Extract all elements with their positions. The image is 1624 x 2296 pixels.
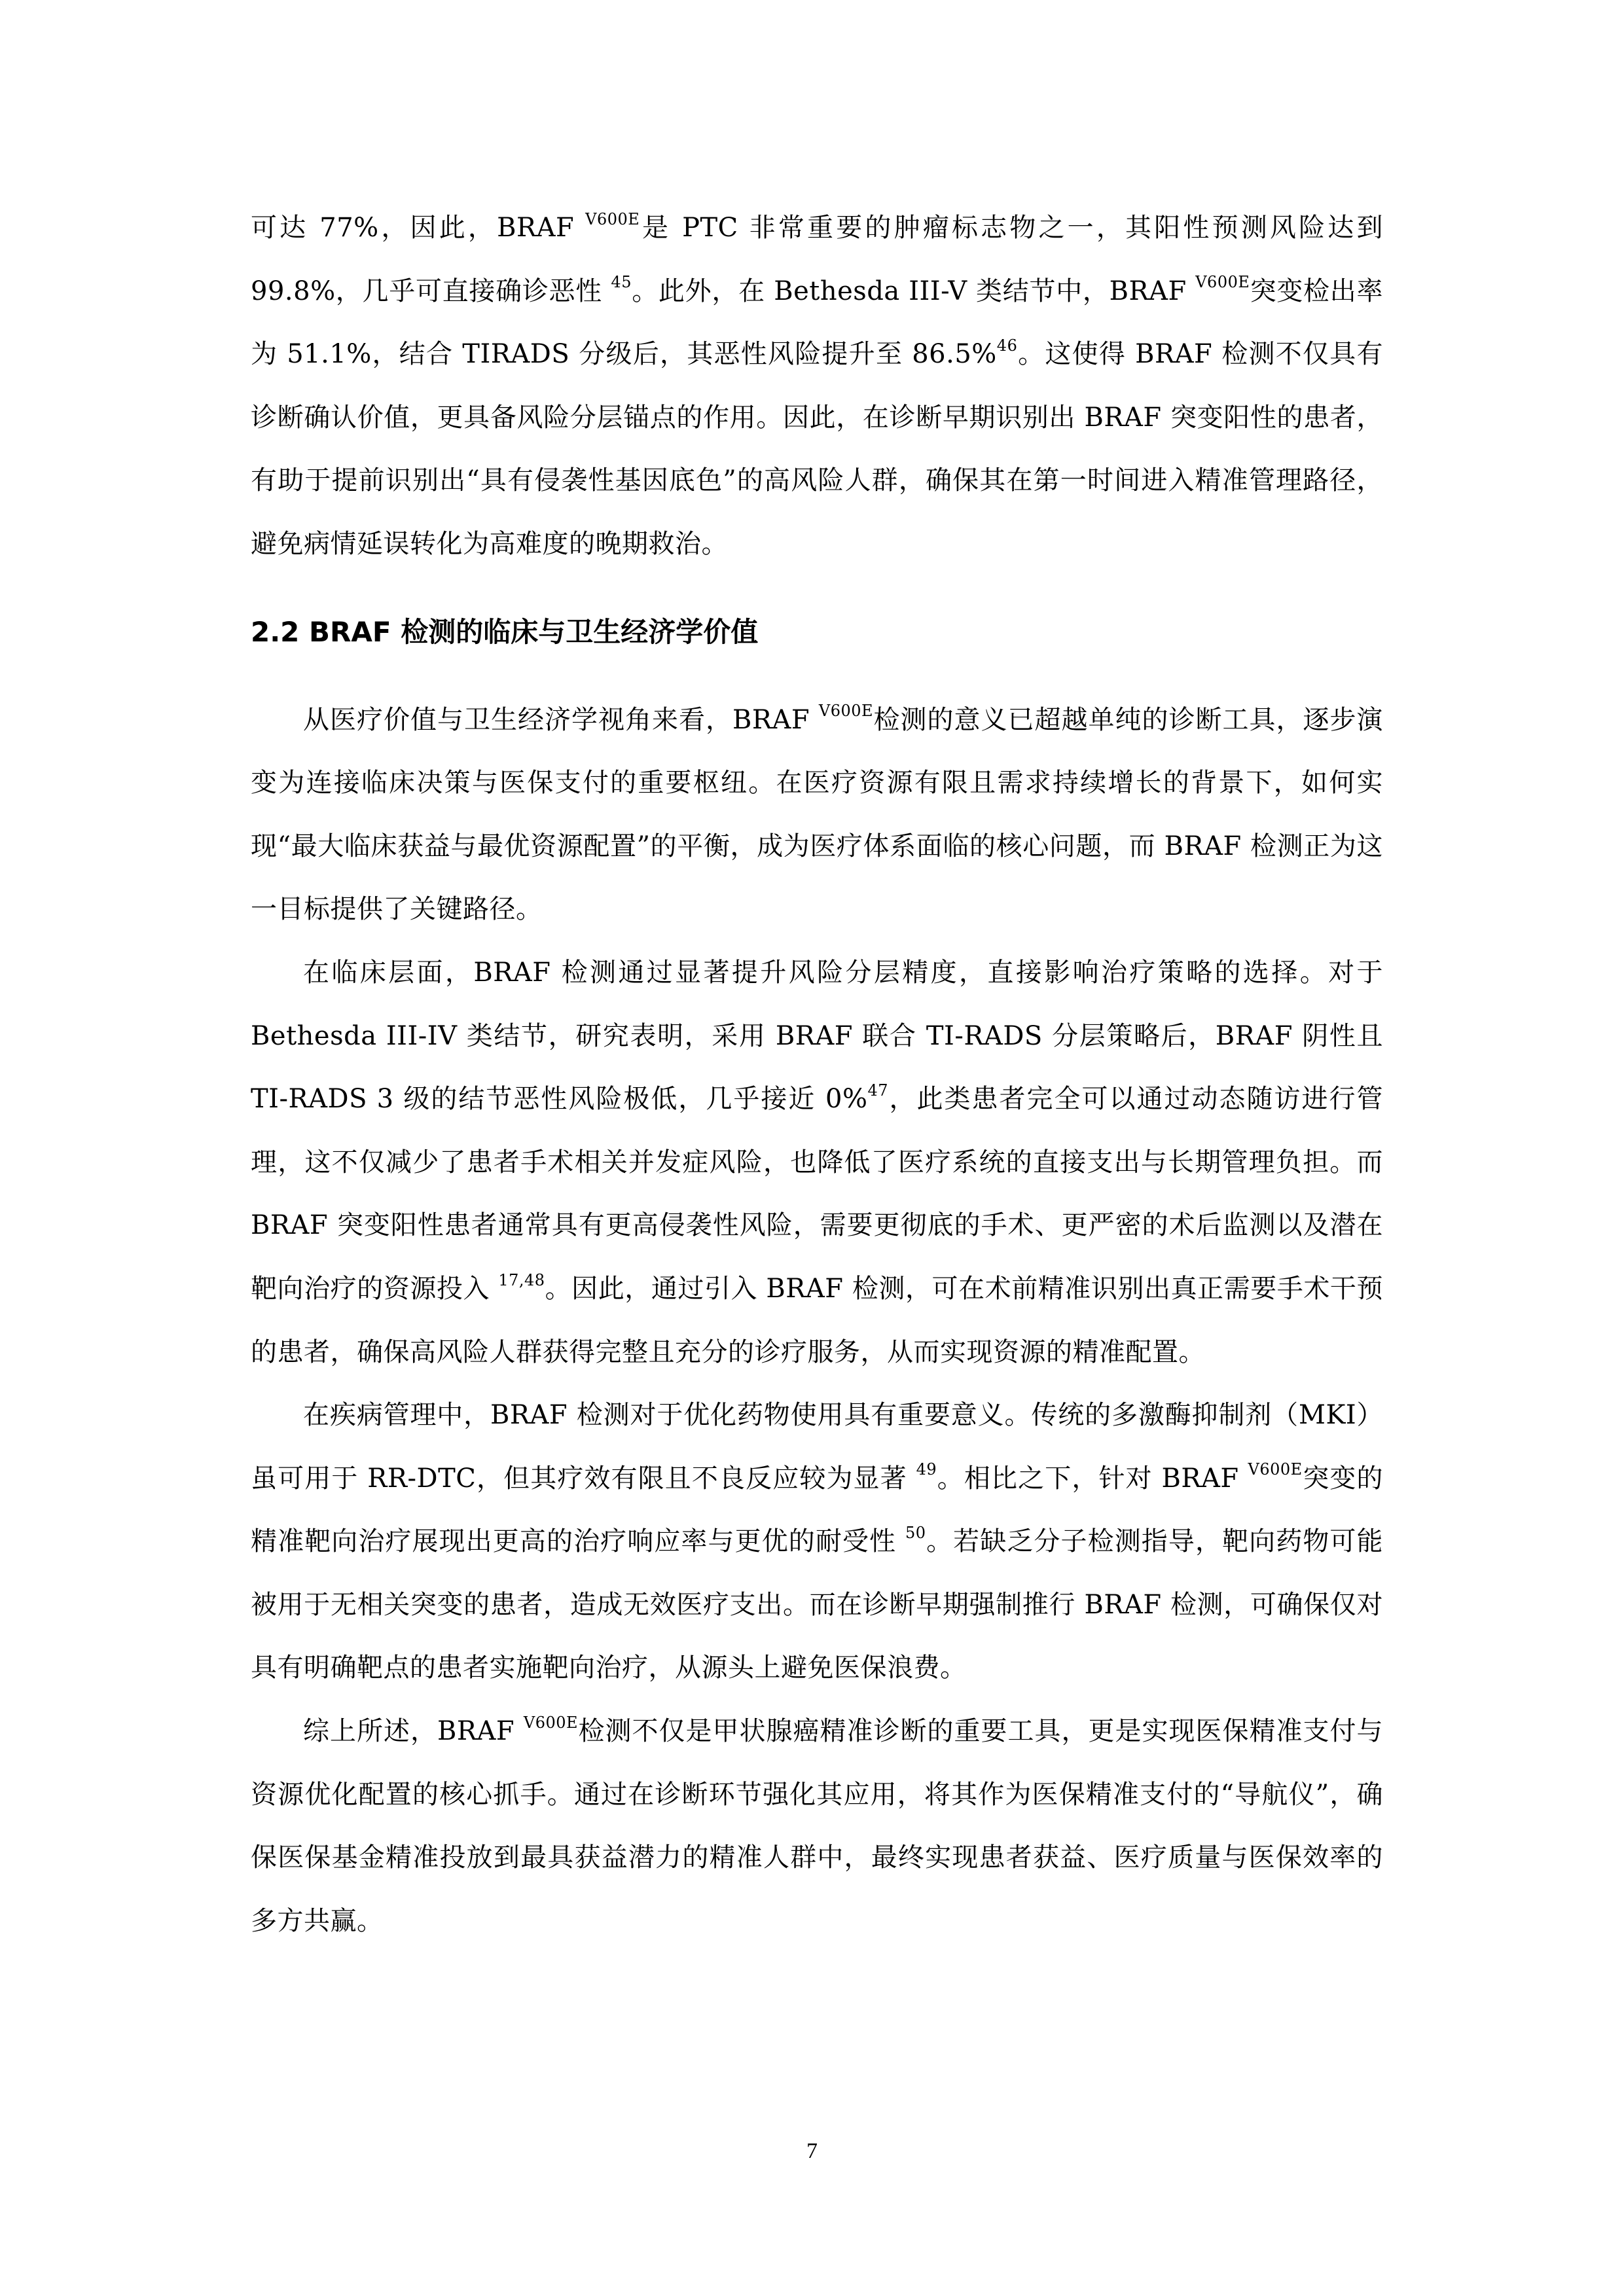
paragraph-clinical-level: 在临床层面，BRAF 检测通过显著提升风险分层精度，直接影响治疗策略的选择。对于 Bethesda III-IV 类结节，研究表明，采用 BRAF 联合 TI-RADS 分层策略后，BRAF 阴性且 TI-RADS 3 级的结节恶性风险极低，几乎接近 0%$^{47}$，此类患者完全可以通过动态随访进行管理，这不仅减少了患者手术相关并发症风险，也降低了医疗系统的直接支出与长期管理负担。而 BRAF 突变阳性患者通常具有更高侵袭性风险，需要更彻底的手术、更严密的术后监测以及潜在靶向治疗的资源投入 $^{17,48}$。因此，通过引入 BRAF 检测，可在术前精准识别出真正需要手术干预的患者，确保高风险人群获得完整且充分的诊疗服务，从而实现资源的精准配置。 <box>251 957 1383 1367</box>
document-body <box>251 196 1383 1952</box>
section-heading: 2.2 BRAF 检测的临床与卫生经济学价值 <box>251 615 759 648</box>
paragraph-disease-management: 在疾病管理中，BRAF 检测对于优化药物使用具有重要意义。传统的多激酶抑制剂（MKI）虽可用于 RR-DTC，但其疗效有限且不良反应较为显著 $^{49}$。相比之下，针对 BRAF $^{V600E}$突变的精准靶向治疗展现出更高的治疗响应率与更优的耐受性 $^{50}$。若缺乏分子检测指导，靶向药物可能被用于无相关突变的患者，造成无效医疗支出。而在诊断早期强制推行 BRAF 检测，可确保仅对具有明确靶点的患者实施靶向治疗，从源头上避免医保浪费。 <box>251 1400 1383 1683</box>
paragraph-summary: 综上所述，BRAF $^{V600E}$检测不仅是甲状腺癌精准诊断的重要工具，更是实现医保精准支付与资源优化配置的核心抓手。通过在诊断环节强化其应用，将其作为医保精准支付的“导航仪”，确保医保基金精准投放到最具获益潜力的精准人群中，最终实现患者获益、医疗质量与医保效率的多方共赢。 <box>251 1713 1383 1936</box>
paragraph-perspective: 从医疗价值与卫生经济学视角来看，BRAF $^{V600E}$检测的意义已超越单纯的诊断工具，逐步演变为连接临床决策与医保支付的重要枢纽。在医疗资源有限且需求持续增长的背景下，如何实现“最大临床获益与最优资源配置”的平衡，成为医疗体系面临的核心问题，而 BRAF 检测正为这一目标提供了关键路径。 <box>251 702 1384 925</box>
page-number: 7 <box>806 2139 818 2163</box>
paragraph-intro-continuation: 可达 77%，因此，BRAF $^{V600E}$是 PTC 非常重要的肿瘤标志物之一，其阳性预测风险达到 99.8%，几乎可直接确诊恶性 $^{45}$。此外，在 Bethesda III-V 类结节中，BRAF $^{V600E}$突变检出率为 51.1%，结合 TIRADS 分级后，其恶性风险提升至 86.5%$^{46}$。这使得 BRAF 检测不仅具有诊断确认价值，更具备风险分层锚点的作用。因此，在诊断早期识别出 BRAF 突变阳性的患者，有助于提前识别出“具有侵袭性基因底色”的高风险人群，确保其在第一时间进入精准管理路径，避免病情延误转化为高难度的晚期救治。 <box>251 209 1383 559</box>
